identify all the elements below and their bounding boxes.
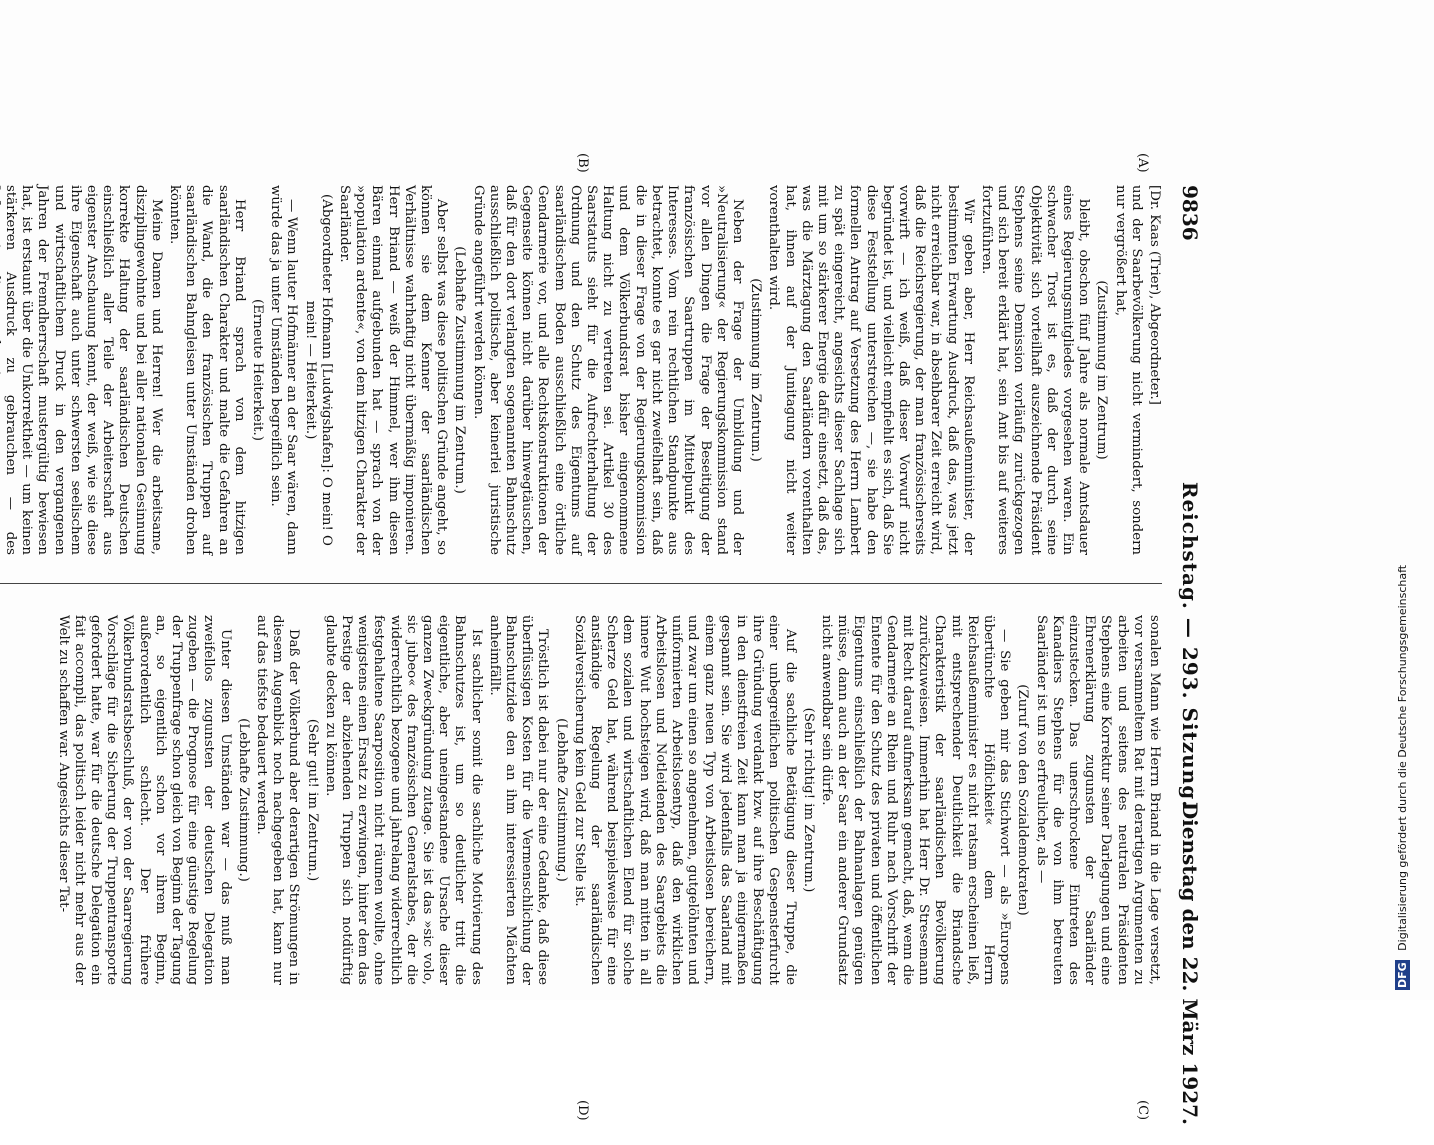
interjection: (Zustimmung im Zentrum) xyxy=(1094,280,1110,460)
margin-letter-b: (B) xyxy=(575,153,590,173)
digitization-note xyxy=(1395,10,1415,990)
paragraph: [Dr. Kaas (Trier), Abgeordneter.] xyxy=(1147,185,1162,405)
right-column xyxy=(52,615,1162,985)
interjection: (Zuruf von den Sozialdemokraten) xyxy=(1015,684,1031,916)
paragraph: Tröstlich ist dabei nur der eine Gedanke, daß diese überflüssigen Kosten für die Vermenschlichung der Bahnschutzidee den an ihm interessierten Mächten anheimfällt. xyxy=(486,615,551,985)
left-column xyxy=(0,185,1162,555)
paragraph: — Sie geben mir das Stichwort — als »Europens übertünchte Höflichkeit« dem Herrn Reichsaußenminister es nicht ratsam erscheinen ließ, mit entsprechender Deutlichkeit die Briandsche Charakteristik der saarländischen Bevölkerung zurückzuweisen. Immerhin hat Herr Dr. Stresemann mit Recht darauf aufmerksam gemacht, daß, wenn die Gendarmerie an Rhein und Ruhr nach Vorschrift der Entente für den Schutz des privaten und öffentlichen Eigentums einschließlich der Bahnanlagen genügen müsse, dann auch an der Saar ein anderer Grundsatz nicht anwendbar sein dürfe. xyxy=(818,615,1013,985)
paragraph: bleibt, obschon fünf Jahre als normale Amtsdauer eines Regierungsmitgliedes vorgesehen waren. Ein schwacher Trost ist es, daß der durch seine Objektivität sich vorteilhaft auszeichnende Präsident Stephens seine Demission vorläufig zurückgezogen und sich bereit erklärt hat, sein Amt bis auf weiteres fortzuführen. xyxy=(978,185,1092,555)
paragraph: sonalen Mann wie Herrn Briand in die Lage versetzt, vor versammeltem Rat mit derartigen Argumenten zu arbeiten und seitens des neutralen Präsidenten Stephens eine Korrektur seiner Darlegungen und eine Ehrenerklärung zugunsten der Saarländer einzustecken. Das unerschrockene Eintreten des Kanadiers Stephens für die von ihm betreuten Saarländer ist um so erfreulicher, als — xyxy=(1033,615,1162,985)
session-date: Dienstag den 22. März 1927. xyxy=(1178,801,1202,1125)
column-divider xyxy=(0,583,1162,584)
paragraph: Herr Briand sprach von dem hitzigen saarländischen Charakter und malte die Gefahren an die Wand, die den französischen Truppen auf saarländischen Bahngleisen unter Umständen drohen könnten. xyxy=(167,185,247,555)
paragraph: Aber selbst was diese politischen Gründe angeht, so können sie dem Kenner der saarländischen Verhältnisse wahrhaftig nicht übermäßig imponieren. Herr Briand — weiß der Himmel, wer ihm diesen Bären einmal aufgebunden hat — sprach von der »population ardente«, von dem hitzigen Charakter der Saarländer. xyxy=(337,185,450,555)
interjection: (Lebhafte Zustimmung.) xyxy=(553,718,569,882)
page-header xyxy=(1168,145,1202,1145)
margin-letter-a: (A) xyxy=(1135,153,1150,173)
paragraph: Meine Damen und Herren! Wer die arbeitsame, disziplingewohnte und bei aller nationalen Gesinnung korrekte Haltung der saarländischen Deutschen einschließlich aller Teile der Arbeiterschaft aus eigenster Anschauung kennt, der weiß, wie sie diese ihre Eigenschaft auch unter schwersten seelischem und wirtschaftlichem Druck in den vergangenen Jahren der Fremdherrschaft mustergültig bewiesen hat, ist erstaunt über die Unkorrektheit — um keinen stärkeren Ausdruck zu gebrauchen — des xyxy=(2,185,164,555)
paragraph: und der Saarbevölkerung nicht vermindert, sondern nur vergrößert hat, xyxy=(1112,185,1144,555)
paragraph: Auf die sachliche Betätigung dieser Truppe, die einer unbegreiflichen politischen Gespensterfurcht ihre Gründung verdankt bzw. auf ihre Beschäftigung in den dienstfreien Zeit kann man ja einigermaßen gespannt sein. Sie wird jedenfalls das Saarland mit einem ganz neuen Typ von Arbeitslosen bereichern, und zwar um einen so angenehmen, gutgelöhnten und uniformierten Arbeitslosentyp, daß den wirklichen Arbeitslosen und Notleidenden des Saargebiets die innere Wut hochsteigen wird, daß man mitten in all dem sozialen und wirtschaftlichen Elend für solche Scherze Geld hat, während beispielsweise für eine anständige Regelung der saarländischen Sozialversicherung kein Geld zur Stelle ist. xyxy=(571,615,798,985)
paragraph: Ist sachlicher somit die sachliche Motivierung des Bahnschutzes ist, um so deutlicher tritt die eigentliche, aber uneingestandene Ursache dieser ganzen Zweckgründung zutage. Sie ist das »sic volo, sic jubeo« des französischen Generalstabes, der die widerrechtlich bezogene und jahrelang widerrechtlich festgehaltene Saarposition nicht räumen wollte, ohne wenigstens einen Ersatz zu erzwingen, hinter dem das Prestige der abziehenden Truppen sich notdürftig glaubte decken zu können. xyxy=(322,615,484,985)
paragraph: Unter diesen Umständen war — das muß man zweifellos zugunsten der deutschen Delegation zugeben — die Prognose für eine günstige Regelung der Truppenfrage schon gleich von Beginn der Tagung an, so eigentlich schon vor ihrem Beginn, außerordentlich schlecht. Der frühere Völkerbundsratsbeschluß, der von der Saarregierung Vorschläge für die Sicherung der Truppentransporte gefordert hatte, war für die deutsche Delegation ein fait accompli, das politisch leider nicht mehr aus der Welt zu schaffen war. Angesichts dieser Tat- xyxy=(55,615,233,985)
interjection: (Lebhafte Zustimmung im Zentrum.) xyxy=(452,246,468,494)
dfg-logo: DFG xyxy=(1396,962,1409,988)
interjection: (Erneute Heiterkeit.) xyxy=(250,299,266,441)
digitization-text: Digitalisierung gefördert durch die Deutsche Forschungsgemeinschaft xyxy=(1396,564,1409,951)
paragraph: — Wenn lauter Hofmänner an der Saar wären, dann würde das ja unter Umständen begreiflich sein. xyxy=(268,185,300,555)
interjection: (Abgeordneter Hofmann [Ludwigshafen]: O mein! O mein! — Heiterkeit.) xyxy=(302,194,334,546)
session-title: Reichstag. — 293. Sitzung. xyxy=(1178,481,1202,809)
interjection: (Sehr gut! im Zentrum.) xyxy=(304,718,320,882)
margin-letter-d: (D) xyxy=(575,1100,590,1121)
interjection: (Sehr richtig! im Zentrum.) xyxy=(800,707,816,893)
interjection: (Zustimmung im Zentrum.) xyxy=(748,278,764,462)
paragraph: Neben der Frage der Umbildung und der »Neutralisierung« der Regierungskommission stand vor allen Dingen die Frage der Beseitigung der französischen Saartruppen im Mittelpunkt des Interesses. Vom rein rechtlichen Standpunkte aus betrachtet, konnte es gar nicht zweifelhaft sein, daß die in dieser Frage von der Regierungskommission und dem Völkerbundsrat bisher eingenommene Haltung nicht zu vertreten sei. Artikel 30 des Saarstatuts sieht für die Aufrechterhaltung der Ordnung und den Schutz des Eigentums auf saarländischem Boden ausschließlich eine örtliche Gendarmerie vor, und alle Rechtskonstruktionen der Gegenseite können nicht darüber hinwegtäuschen, daß für den dort verlangten sogenannten Bahnschutz ausschließlich politische, aber keinerlei juristische Gründe angeführt werden können. xyxy=(470,185,745,555)
scanned-page xyxy=(0,145,1210,1145)
paragraph: Daß der Völkerbund aber derartigen Strömungen in diesem Augenblick noch nachgegeben hat, kann nur auf das tiefste bedauert werden. xyxy=(254,615,302,985)
paragraph: Wir geben aber, Herr Reichsaußenminister, der bestimmten Erwartung Ausdruck, daß das, was jetzt nicht erreichbar war, in absehbarer Zeit erreicht wird, daß die Reichsregierung, der man französischerseits vorwirft — ich weiß, daß dieser Vorwurf nicht begründet ist, und vielleicht empfiehlt es sich, daß Sie diese Feststellung unterstreichen —, sie habe den formellen Antrag auf Versetzung des Herrn Lambert zu spät eingereicht, angesichts dieser Sachlage sich mit um so stärkerer Energie dafür einsetzt, daß das, was die Märztagung den Saarländern vorenthalten hat, ihnen auf der Junitagung nicht weiter vorenthalten wird. xyxy=(766,185,976,555)
margin-letter-c: (C) xyxy=(1135,1100,1150,1121)
interjection: (Lebhafte Zustimmung.) xyxy=(235,718,251,882)
page-number: 9836 xyxy=(1178,185,1202,241)
